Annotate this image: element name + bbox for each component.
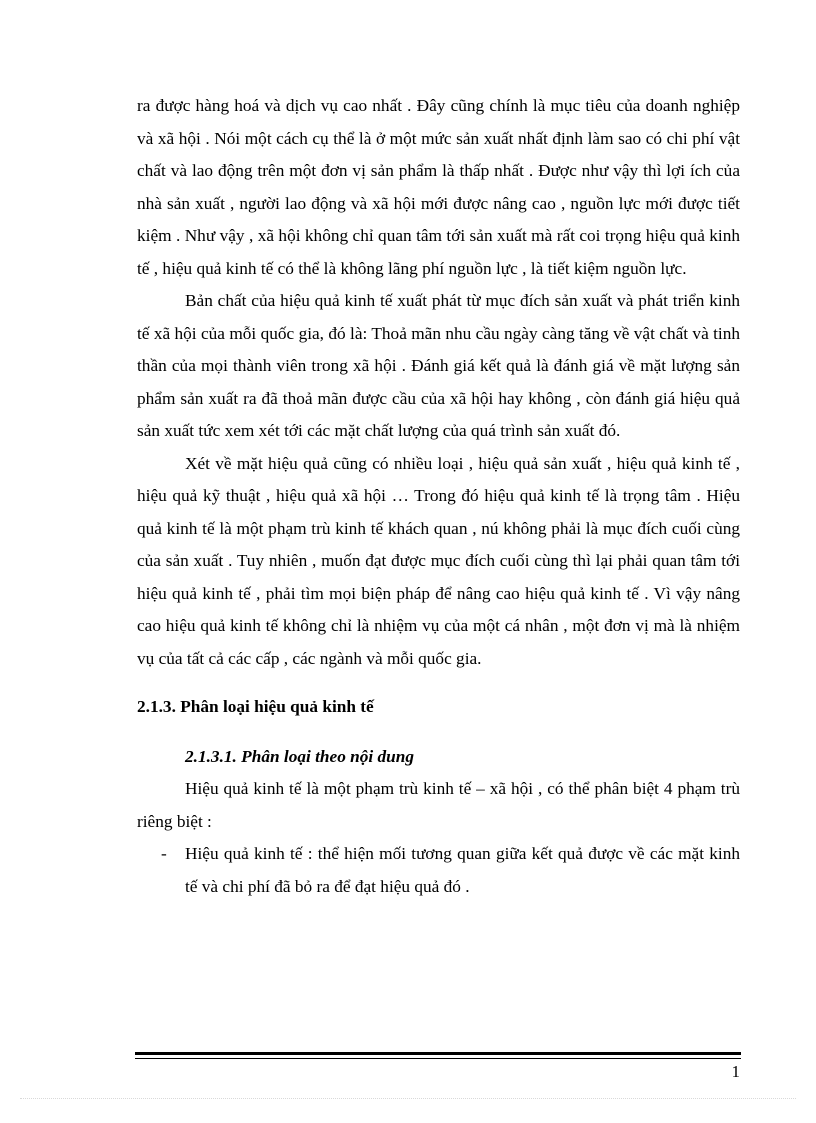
section-heading-2-1-3: 2.1.3. Phân loại hiệu quả kinh tế — [137, 697, 374, 716]
page-number: 1 — [731, 1062, 740, 1081]
list-item — [137, 838, 740, 903]
list-item-text: Hiệu quả kinh tế : thể hiện mối tương quan giữa kết quả được về các mặt kinh tế và chi phí đã bỏ ra để đạt hiệu quả đó . — [185, 844, 740, 896]
footer-rule-thin — [135, 1058, 741, 1059]
paragraph-4: Hiệu quả kinh tế là một phạm trù kinh tế – xã hội , có thể phân biệt 4 phạm trù riêng biệt : — [137, 779, 740, 831]
paragraph-3: Xét về mặt hiệu quả cũng có nhiều loại , hiệu quả sản xuất , hiệu quả kinh tế , hiệu quả kỹ thuật , hiệu quả xã hội … Trong đó hiệu quả kinh tế là trọng tâm . Hiệu quả kinh tế là một phạm trù kinh tế khách quan , nú không phải là mục đích cuối cùng của sản xuất . Tuy nhiên , muốn đạt được mục đích cuối cùng thì lại phải quan tâm tới hiệu quả kinh tế , phải tìm mọi biện pháp để nâng cao hiệu quả kinh tế . Vì vậy nâng cao hiệu quả kinh tế không chỉ là nhiệm vụ của một cá nhân , một đơn vị mà là nhiệm vụ của tất cả các cấp , các ngành và mỗi quốc gia. — [137, 453, 740, 668]
paragraph-1: ra được hàng hoá và dịch vụ cao nhất . Đây cũng chính là mục tiêu của doanh nghiệp và xã hội . Nói một cách cụ thể là ở một mức sản xuất nhất định làm sao có chi phí vật chất và lao động trên một đơn vị sản phẩm là thấp nhất . Được như vậy thì lợi ích của nhà sản xuất , người lao động và xã hội mới được nâng cao , nguồn lực mới được tiết kiệm . Như vậy , xã hội không chỉ quan tâm tới sản xuất mà rất coi trọng hiệu quả kinh tế , hiệu quả kinh tế có thể là không lãng phí nguồn lực , là tiết kiệm nguồn lực. — [137, 96, 740, 278]
footer-rule-thick — [135, 1052, 741, 1055]
subsection-heading-2-1-3-1: 2.1.3.1. Phân loại theo nội dung — [185, 746, 415, 766]
paragraph-2: Bản chất của hiệu quả kinh tế xuất phát từ mục đích sản xuất và phát triển kinh tế xã hội của mỗi quốc gia, đó là: Thoả mãn nhu cầu ngày càng tăng về vật chất và tinh thần của mọi thành viên trong xã hội . Đánh giá kết quả là đánh giá về mặt lượng sản phẩm sản xuất ra đã thoả mãn được cầu của xã hội hay không , còn đánh giá hiệu quả sản xuất tức xem xét tới các mặt chất lượng của quá trình sản xuất đó. — [137, 291, 740, 440]
page-edge-divider — [20, 1098, 796, 1099]
bullet-marker: - — [161, 844, 167, 863]
page-content — [137, 90, 740, 903]
